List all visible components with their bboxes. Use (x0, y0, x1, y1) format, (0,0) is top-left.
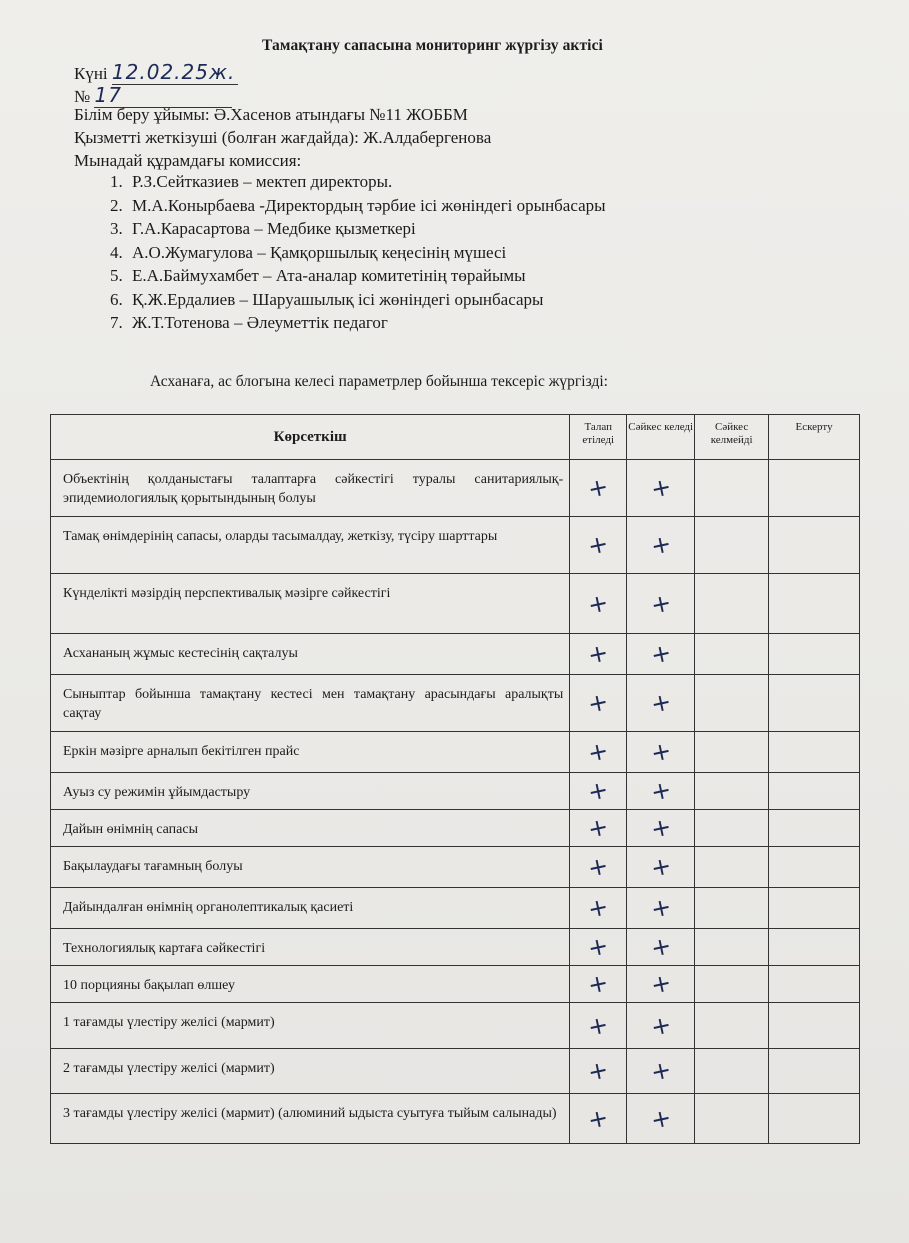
table-row (51, 460, 860, 517)
required-mark-cell (570, 847, 627, 888)
compliant-mark: + (647, 1102, 674, 1135)
header-required: Талап етіледі (570, 415, 627, 460)
compliant-mark-cell (627, 847, 695, 888)
note-cell (769, 773, 860, 810)
required-mark: + (585, 851, 611, 883)
required-mark-cell (570, 1049, 627, 1094)
noncompliant-cell (695, 810, 769, 847)
note-cell (769, 929, 860, 966)
note-cell (769, 517, 860, 574)
compliant-mark-cell (627, 888, 695, 929)
date-field (112, 60, 238, 85)
compliant-mark-cell (627, 929, 695, 966)
note-cell (769, 634, 860, 675)
member-item: 6. Қ.Ж.Ердалиев – Шаруашылық ісі жөніндегі орынбасары (110, 289, 544, 309)
compliant-mark-cell (627, 773, 695, 810)
member-item: 3. Г.А.Карасартова – Медбике қызметкері (110, 219, 416, 238)
noncompliant-cell (695, 675, 769, 732)
required-mark: + (585, 687, 611, 719)
compliant-mark: + (647, 968, 674, 1000)
header-indicator: Көрсеткіш (51, 415, 570, 460)
required-mark: + (585, 1009, 611, 1042)
number-label: № (74, 87, 91, 106)
required-mark: + (585, 638, 611, 670)
table-row (51, 929, 860, 966)
compliant-mark: + (647, 812, 674, 844)
compliant-mark-cell (627, 732, 695, 773)
noncompliant-cell (695, 634, 769, 675)
required-mark: + (585, 736, 611, 768)
indicator-cell: Дайын өнімнің сапасы (51, 810, 570, 847)
noncompliant-cell (695, 773, 769, 810)
indicator-cell: 10 порцияны бақылап өлшеу (51, 966, 570, 1003)
member-item: 4. А.О.Жумагулова – Қамқоршылық кеңесінің мүшесі (110, 242, 507, 262)
required-mark: + (585, 529, 611, 561)
required-mark-cell (570, 460, 627, 517)
table-row (51, 732, 860, 773)
required-mark-cell (570, 634, 627, 675)
member-item: 2. М.А.Конырбаева -Директордың тәрбие ісі жөніндегі орынбасары (110, 195, 606, 215)
required-mark-cell (570, 517, 627, 574)
compliant-mark: + (647, 892, 674, 924)
noncompliant-cell (695, 1003, 769, 1049)
note-cell (769, 574, 860, 634)
table-row (51, 634, 860, 675)
indicator-cell: Сыныптар бойынша тамақтану кестесі мен тамақтану арасындағы аралықты сақтау (51, 675, 570, 732)
compliant-mark-cell (627, 1003, 695, 1049)
required-mark-cell (570, 732, 627, 773)
member-item: 5. Е.А.Баймухамбет – Ата-аналар комитетінің төрайымы (110, 266, 526, 285)
indicator-cell: Объектінің қолданыстағы талаптарға сәйкестігі туралы санитариялық-эпидемиологиялық қорытындының болуы (51, 460, 570, 517)
note-cell (769, 847, 860, 888)
compliant-mark: + (647, 587, 674, 620)
noncompliant-cell (695, 460, 769, 517)
compliant-mark: + (647, 638, 674, 670)
inspection-table (50, 414, 860, 1144)
noncompliant-cell (695, 847, 769, 888)
compliant-mark: + (647, 851, 674, 883)
compliant-mark-cell (627, 675, 695, 732)
required-mark-cell (570, 1094, 627, 1144)
date-label: Күні (74, 64, 108, 83)
inspection-intro: Асханаға, ас блогына келесі параметрлер бойынша тексеріс жүргізді: (150, 373, 608, 390)
noncompliant-cell (695, 574, 769, 634)
compliant-mark: + (647, 472, 674, 504)
indicator-cell: 1 тағамды үлестіру желісі (мармит) (51, 1003, 570, 1049)
noncompliant-cell (695, 517, 769, 574)
indicator-cell: Дайындалған өнімнің органолептикалық қасиеті (51, 888, 570, 929)
required-mark: + (585, 892, 611, 924)
compliant-mark-cell (627, 460, 695, 517)
note-cell (769, 460, 860, 517)
required-mark-cell (570, 574, 627, 634)
compliant-mark-cell (627, 810, 695, 847)
table-row (51, 1049, 860, 1094)
indicator-cell: Күнделікті мәзірдің перспективалық мәзірге сәйкестігі (51, 574, 570, 634)
required-mark: + (585, 775, 611, 807)
table-row (51, 847, 860, 888)
compliant-mark-cell (627, 1049, 695, 1094)
table-row (51, 888, 860, 929)
table-row (51, 574, 860, 634)
date-line (74, 60, 238, 85)
compliant-mark: + (647, 1009, 674, 1042)
compliant-mark: + (647, 687, 674, 719)
table-row (51, 1003, 860, 1049)
document-title: Тамақтану сапасына мониторинг жүргізу актісі (262, 37, 603, 54)
noncompliant-cell (695, 929, 769, 966)
table-row (51, 810, 860, 847)
required-mark: + (585, 1102, 611, 1135)
member-item: 1. Р.З.Сейтказиев – мектеп директоры. (110, 172, 393, 191)
indicator-cell: Еркін мәзірге арналып бекітілген прайс (51, 732, 570, 773)
compliant-mark: + (647, 1055, 674, 1087)
indicator-cell: 3 тағамды үлестіру желісі (мармит) (алюминий ыдыста суытуға тыйым салынады) (51, 1094, 570, 1144)
note-cell (769, 732, 860, 773)
noncompliant-cell (695, 888, 769, 929)
required-mark: + (585, 968, 611, 1000)
header-compliant: Сәйкес келеді (627, 415, 695, 460)
table-row (51, 966, 860, 1003)
compliant-mark-cell (627, 574, 695, 634)
compliant-mark-cell (627, 634, 695, 675)
required-mark: + (585, 931, 611, 963)
table-row (51, 773, 860, 810)
note-cell (769, 675, 860, 732)
indicator-cell: 2 тағамды үлестіру желісі (мармит) (51, 1049, 570, 1094)
required-mark-cell (570, 929, 627, 966)
noncompliant-cell (695, 966, 769, 1003)
required-mark-cell (570, 810, 627, 847)
indicator-cell: Технологиялық картаға сәйкестігі (51, 929, 570, 966)
required-mark-cell (570, 888, 627, 929)
organization-line: Білім беру ұйымы: Ә.Хасенов атындағы №11 ЖОББМ (74, 105, 468, 124)
note-cell (769, 1003, 860, 1049)
required-mark: + (585, 812, 611, 844)
note-cell (769, 1094, 860, 1144)
table-row (51, 675, 860, 732)
compliant-mark: + (647, 529, 674, 561)
indicator-cell: Ауыз су режимін ұйымдастыру (51, 773, 570, 810)
compliant-mark-cell (627, 966, 695, 1003)
compliant-mark-cell (627, 517, 695, 574)
note-cell (769, 888, 860, 929)
table-header-row (51, 415, 860, 460)
number-value: 17 (94, 83, 122, 107)
commission-members-list (110, 170, 606, 335)
header-noncompliant: Сәйкес келмейді (695, 415, 769, 460)
date-value: 12.02.25ж. (111, 60, 236, 84)
indicator-cell: Асхананың жұмыс кестесінің сақталуы (51, 634, 570, 675)
required-mark: + (585, 587, 611, 620)
noncompliant-cell (695, 1049, 769, 1094)
header-note: Ескерту (769, 415, 860, 460)
compliant-mark: + (647, 931, 674, 963)
required-mark: + (585, 1055, 611, 1087)
table-row (51, 517, 860, 574)
note-cell (769, 966, 860, 1003)
required-mark: + (585, 472, 611, 504)
noncompliant-cell (695, 1094, 769, 1144)
required-mark-cell (570, 675, 627, 732)
required-mark-cell (570, 1003, 627, 1049)
compliant-mark-cell (627, 1094, 695, 1144)
note-cell (769, 1049, 860, 1094)
compliant-mark: + (647, 736, 674, 768)
table-row (51, 1094, 860, 1144)
note-cell (769, 810, 860, 847)
supplier-line: Қызметті жеткізуші (болған жағдайда): Ж.Алдабергенова (74, 128, 492, 147)
commission-label: Мынадай құрамдағы комиссия: (74, 151, 302, 170)
required-mark-cell (570, 966, 627, 1003)
indicator-cell: Тамақ өнімдерінің сапасы, оларды тасымалдау, жеткізу, түсіру шарттары (51, 517, 570, 574)
member-item: 7. Ж.Т.Тотенова – Әлеуметтік педагог (110, 313, 388, 332)
compliant-mark: + (647, 775, 674, 807)
noncompliant-cell (695, 732, 769, 773)
indicator-cell: Бақылаудағы тағамның болуы (51, 847, 570, 888)
required-mark-cell (570, 773, 627, 810)
